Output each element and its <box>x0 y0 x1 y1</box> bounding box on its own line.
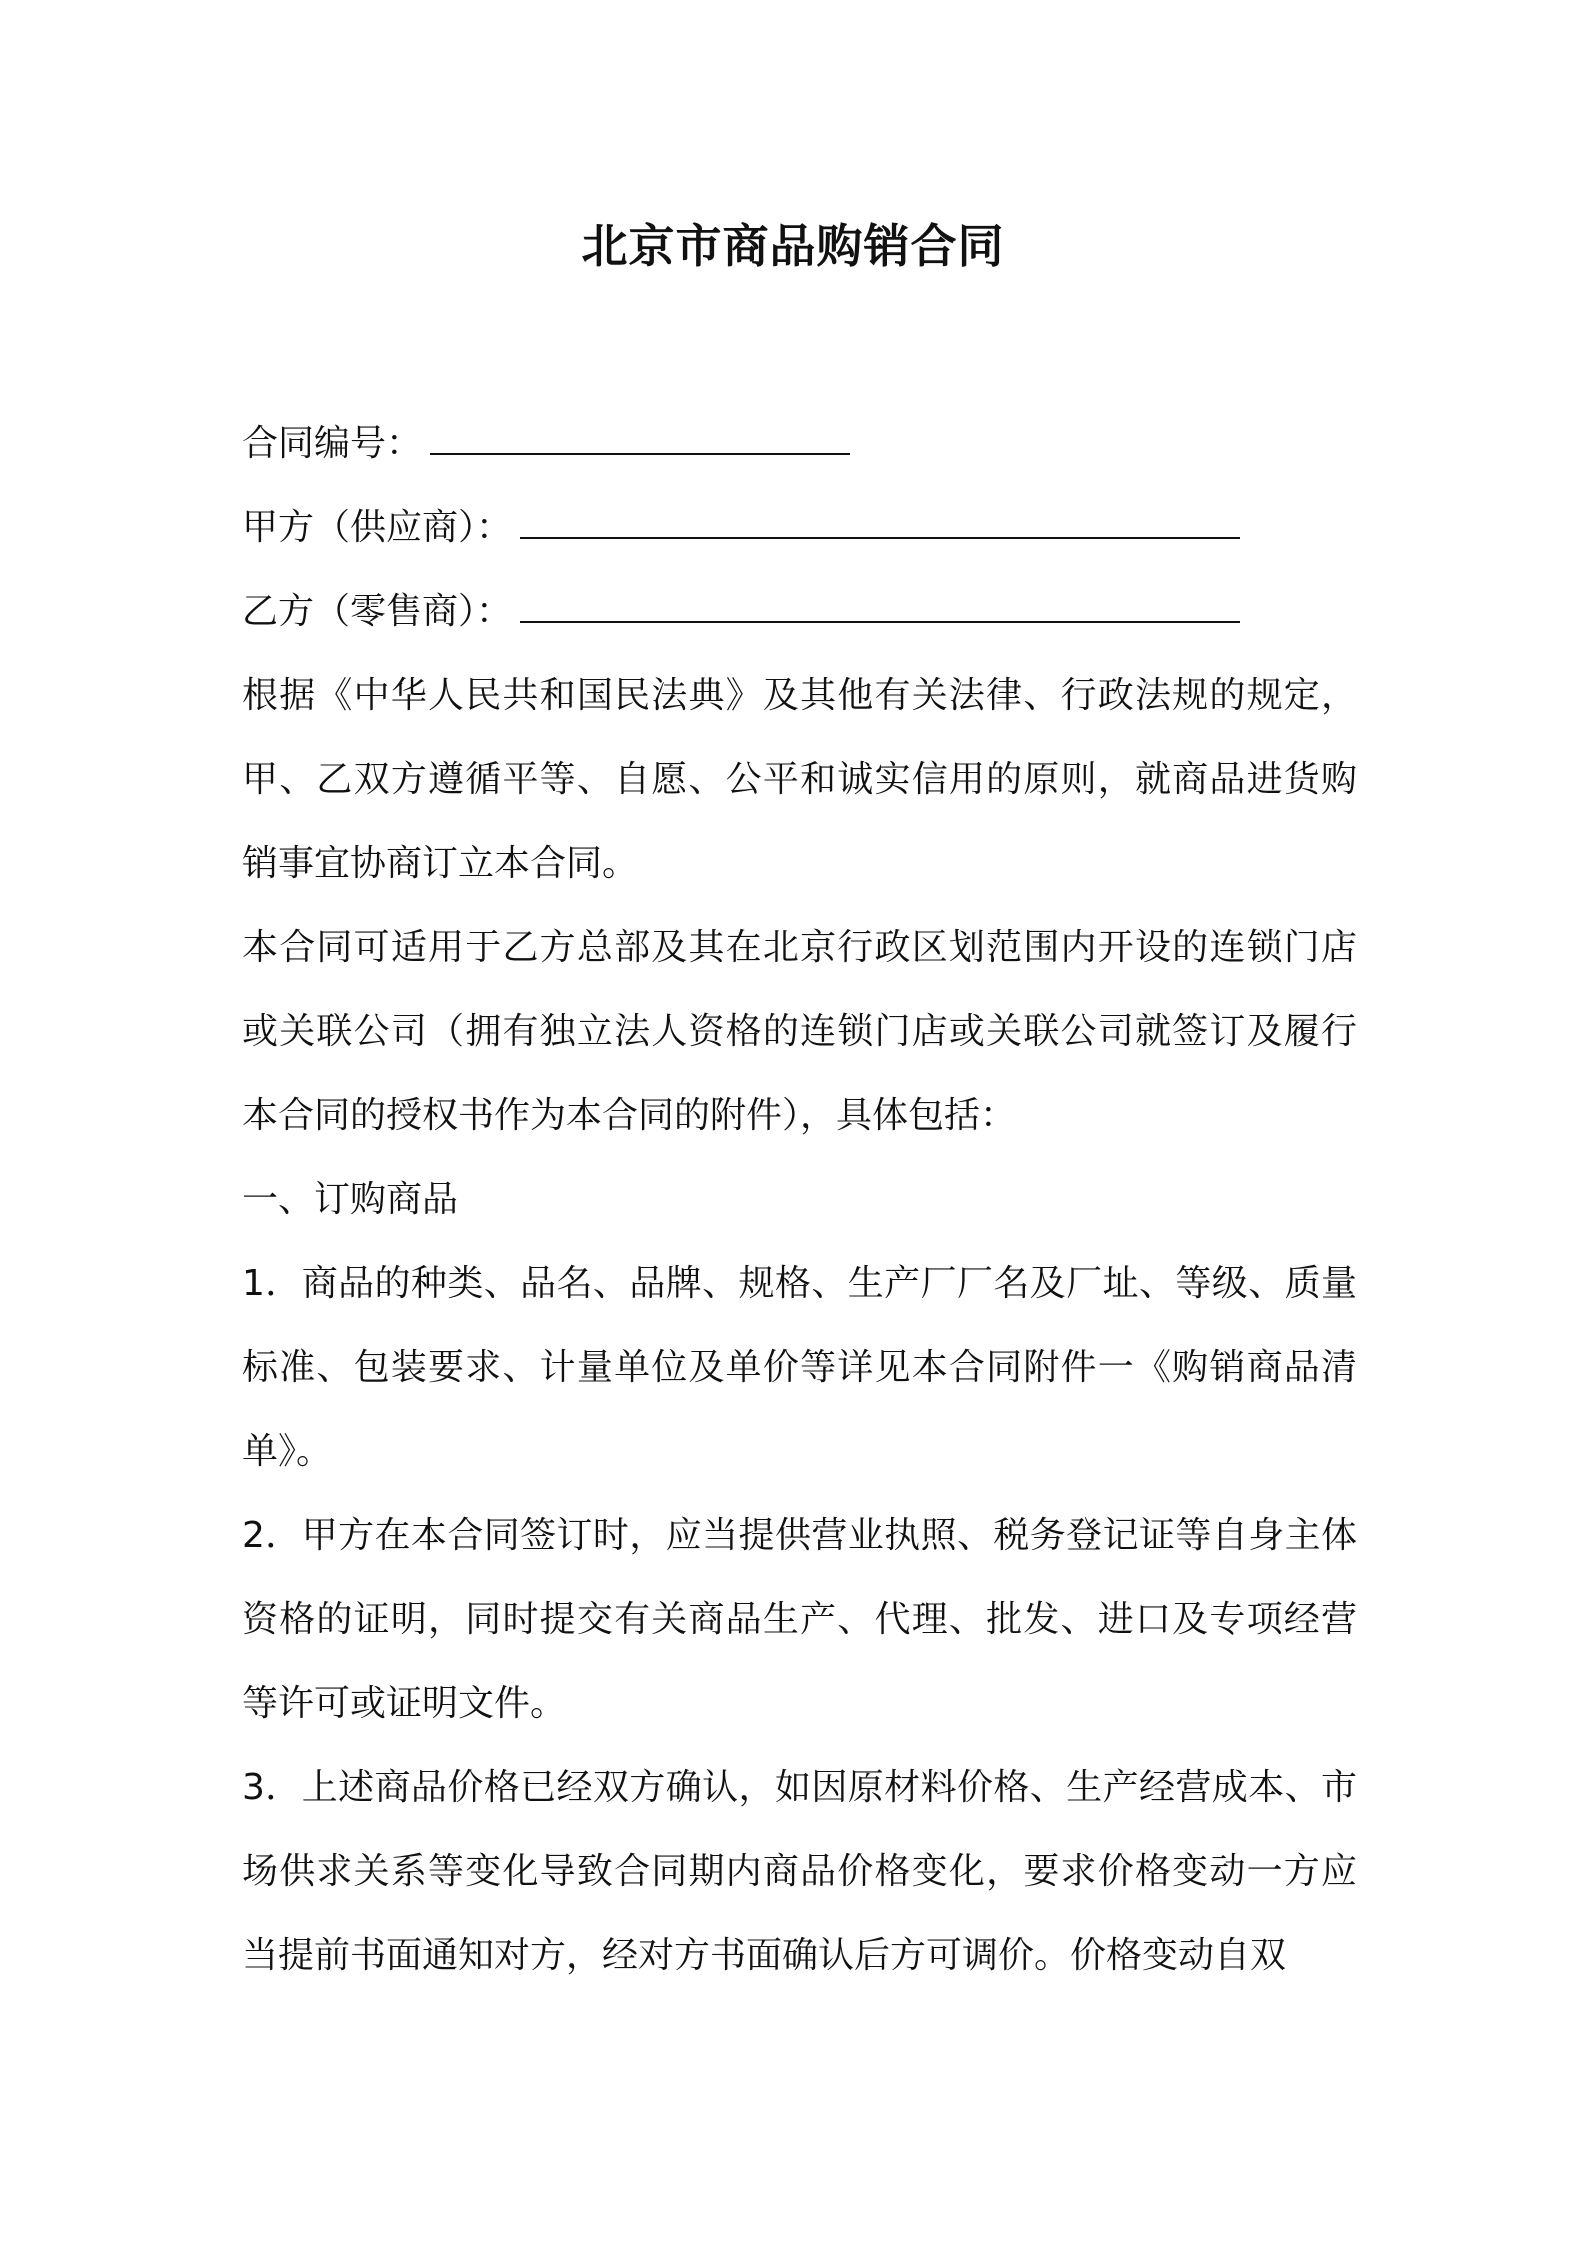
paragraph-scope: 本合同可适用于乙方总部及其在北京行政区划范围内开设的连锁门店或关联公司（拥有独立法人资格的连锁门店或关联公司就签订及履行本合同的授权书作为本合同的附件），具体包括： <box>242 927 1357 1136</box>
fill-blank-line <box>520 591 1240 623</box>
document-title: 北京市商品购销合同 <box>581 219 1005 273</box>
field-contract-number <box>242 402 1357 486</box>
fill-blank-line <box>520 507 1240 539</box>
document-body <box>242 402 1357 1998</box>
paragraph-preamble: 根据《中华人民共和国民法典》及其他有关法律、行政法规的规定，甲、乙双方遵循平等、自愿、公平和诚实信用的原则，就商品进货购销事宜协商订立本合同。 <box>242 675 1357 884</box>
clause-2: 2．甲方在本合同签订时，应当提供营业执照、税务登记证等自身主体资格的证明，同时提交有关商品生产、代理、批发、进口及专项经营等许可或证明文件。 <box>242 1515 1357 1724</box>
field-party-a <box>242 486 1357 570</box>
clause-1: 1．商品的种类、品名、品牌、规格、生产厂厂名及厂址、等级、质量标准、包装要求、计量单位及单价等详见本合同附件一《购销商品清单》。 <box>242 1263 1357 1472</box>
clause-3: 3．上述商品价格已经双方确认，如因原材料价格、生产经营成本、市场供求关系等变化导致合同期内商品价格变化，要求价格变动一方应当提前书面通知对方，经对方书面确认后方可调价。价格变动自双 <box>242 1767 1357 1976</box>
field-party-b <box>242 570 1357 654</box>
fill-blank-line <box>430 423 850 455</box>
section-heading: 一、订购商品 <box>242 1179 459 1220</box>
field-label: 乙方（零售商）： <box>242 591 513 632</box>
field-label: 合同编号： <box>242 423 423 464</box>
field-label: 甲方（供应商）： <box>242 507 513 548</box>
